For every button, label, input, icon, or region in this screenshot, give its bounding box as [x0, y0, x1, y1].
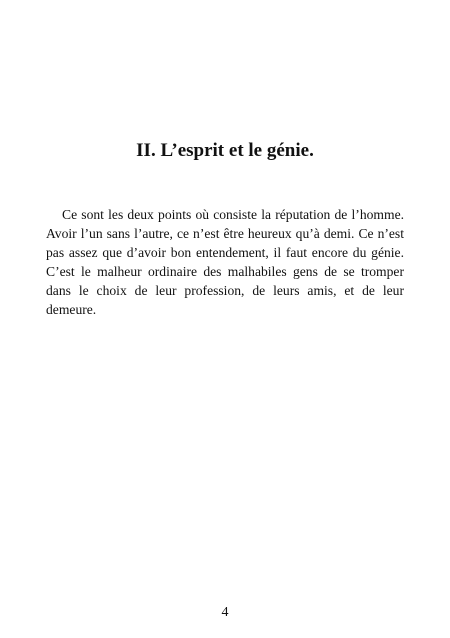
body-paragraph: Ce sont les deux points où consiste la réputation de l’homme. Avoir l’un sans l’autre, ce n’est être heureux qu’à demi. Ce n’est pas assez que d’avoir bon entendement, il faut encore du génie. C’est le malheur ordinaire des malhabiles gens de se tromper dans le choix de leur profession, de leurs amis, et de leur demeure. — [46, 207, 404, 317]
chapter-title: II. L’esprit et le génie. — [136, 140, 314, 161]
page-number: 4 — [221, 605, 229, 620]
